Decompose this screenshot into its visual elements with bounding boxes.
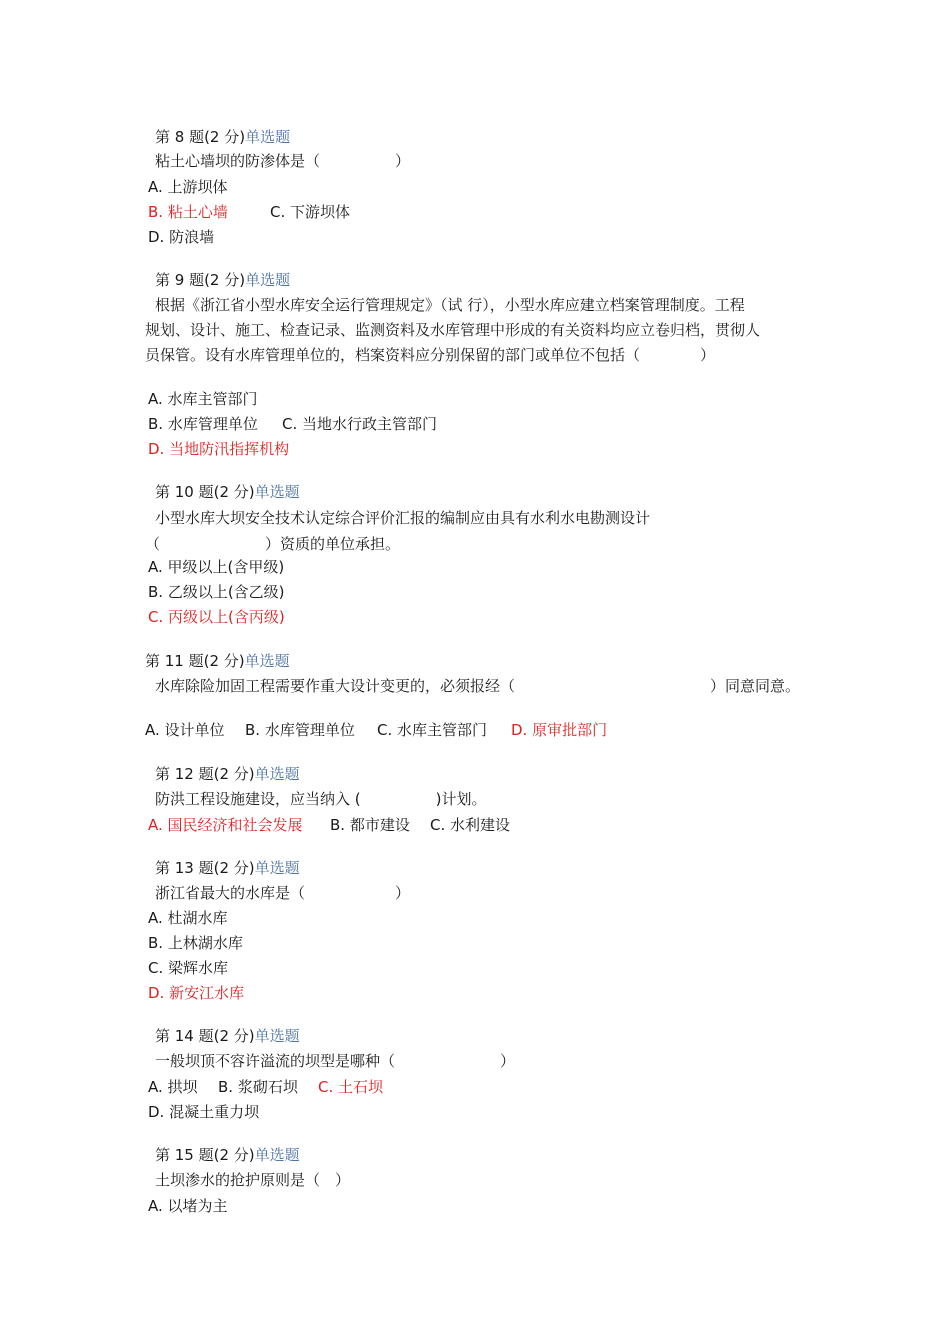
q13-option-a: A. 杜湖水库 <box>148 909 228 927</box>
q9-option-c: C. 当地水行政主管部门 <box>282 415 438 433</box>
q14-header <box>155 1026 300 1046</box>
q13-option-d: D. 新安江水库 <box>148 984 245 1002</box>
question-type: 单选题 <box>254 483 300 501</box>
q15-header <box>155 1145 300 1165</box>
q9-option-b: B. 水库管理单位 <box>148 415 258 433</box>
q8-option-c: C. 下游坝体 <box>270 203 351 221</box>
q11-option-b: B. 水库管理单位 <box>245 721 355 739</box>
q12-option-b: B. 都市建设 <box>330 816 410 834</box>
question-type: 单选题 <box>245 128 291 146</box>
q14-option-d: D. 混凝土重力坝 <box>148 1103 260 1121</box>
question-type: 单选题 <box>254 859 300 877</box>
question-number: 第 9 题(2 分) <box>155 271 246 289</box>
q8-stem: 粘土心墙坝的防渗体是（ ） <box>155 152 411 170</box>
q12-stem: 防洪工程设施建设，应当纳入 ( )计划。 <box>155 790 487 808</box>
q10-option-c: C. 丙级以上(含丙级) <box>148 608 285 626</box>
q15-stem: 土坝渗水的抢护原则是（ ） <box>155 1171 351 1189</box>
q12-option-a: A. 国民经济和社会发展 <box>148 816 303 834</box>
q10-option-b: B. 乙级以上(含乙级) <box>148 583 285 601</box>
q8-option-d: D. 防浪墙 <box>148 228 215 246</box>
question-number: 第 15 题(2 分) <box>155 1146 255 1164</box>
q10-stem-line-2: （ ）资质的单位承担。 <box>145 535 401 553</box>
q13-header <box>155 858 300 878</box>
q9-header <box>155 270 290 290</box>
q11-option-a: A. 设计单位 <box>145 721 225 739</box>
q11-stem: 水库除险加固工程需要作重大设计变更的，必须报经（ ）同意同意。 <box>155 677 801 695</box>
q9-option-d: D. 当地防汛指挥机构 <box>148 440 290 458</box>
question-type: 单选题 <box>254 765 300 783</box>
q15-option-a: A. 以堵为主 <box>148 1197 228 1215</box>
question-number: 第 11 题(2 分) <box>145 652 245 670</box>
q13-option-c: C. 梁辉水库 <box>148 959 229 977</box>
q9-stem-line-2: 规划、设计、施工、检查记录、监测资料及水库管理中形成的有关资料均应立卷归档，贯彻人 <box>145 321 761 339</box>
q10-header <box>155 482 300 502</box>
q11-option-c: C. 水库主管部门 <box>377 721 488 739</box>
question-type: 单选题 <box>254 1027 300 1045</box>
question-type: 单选题 <box>245 271 291 289</box>
q9-option-a: A. 水库主管部门 <box>148 390 258 408</box>
q8-header <box>155 127 290 147</box>
q11-option-d: D. 原审批部门 <box>511 721 608 739</box>
q14-option-a: A. 拱坝 <box>148 1078 198 1096</box>
q11-header <box>145 651 290 671</box>
question-type: 单选题 <box>244 652 290 670</box>
question-type: 单选题 <box>254 1146 300 1164</box>
q8-option-a: A. 上游坝体 <box>148 178 228 196</box>
q12-header <box>155 764 300 784</box>
q14-option-c: C. 土石坝 <box>318 1078 384 1096</box>
q14-stem: 一般坝顶不容许溢流的坝型是哪种（ ） <box>155 1052 516 1070</box>
question-number: 第 14 题(2 分) <box>155 1027 255 1045</box>
q13-stem: 浙江省最大的水库是（ ） <box>155 884 411 902</box>
q8-option-b: B. 粘土心墙 <box>148 203 228 221</box>
q10-option-a: A. 甲级以上(含甲级) <box>148 558 285 576</box>
q12-option-c: C. 水利建设 <box>430 816 511 834</box>
q13-option-b: B. 上林湖水库 <box>148 934 243 952</box>
question-number: 第 12 题(2 分) <box>155 765 255 783</box>
q14-option-b: B. 浆砌石坝 <box>218 1078 298 1096</box>
q9-stem-line-3: 员保管。设有水库管理单位的，档案资料应分别保留的部门或单位不包括（ ） <box>145 346 716 364</box>
q9-stem-line-1: 根据《浙江省小型水库安全运行管理规定》（试 行），小型水库应建立档案管理制度。工程 <box>155 296 745 314</box>
q10-stem-line-1: 小型水库大坝安全技术认定综合评价汇报的编制应由具有水利水电勘测设计 <box>155 509 651 527</box>
question-number: 第 8 题(2 分) <box>155 128 246 146</box>
question-number: 第 13 题(2 分) <box>155 859 255 877</box>
question-number: 第 10 题(2 分) <box>155 483 255 501</box>
